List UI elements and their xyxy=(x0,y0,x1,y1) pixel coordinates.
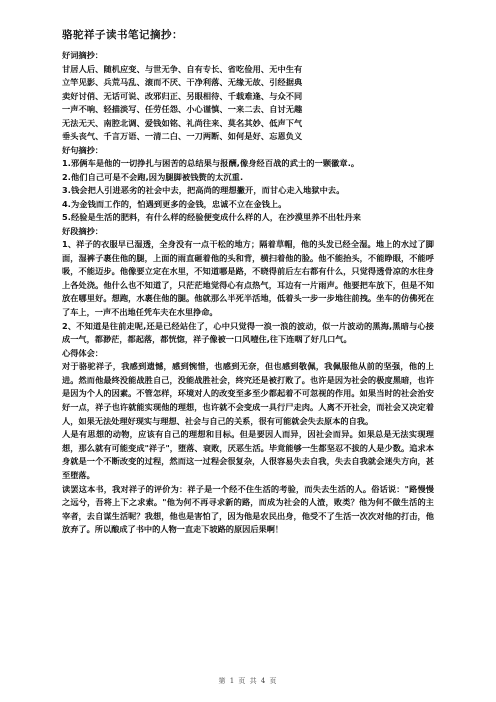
sentence-item: 4.为金钱而工作的，怕遇到更多的金钱，忠诚不立在金钱上。 xyxy=(62,198,287,209)
word-line: 无法无天、南腔北调、爱钱如铭、礼尚往来、莫名其妙、低声下气 xyxy=(62,117,303,128)
thought-paragraph: 读罢这本书，我对祥子的评价为：祥子是一个经不住生活的考验，而失去生活的人。俗话说："路慢慢之远兮，吾将上下之求索。"他为何不再寻求新的路，而成为社会的人渣，败类？他为何不做生活的主宰者，去自谋生活呢？我想，他也是害怕了，因为他是农民出身，他受不了生活一次次对他的打击，他放弃了。所以酿成了书中的人物一直走下坡路的原因后果啊！ xyxy=(62,483,434,535)
sentence-item: 3.钱会把人引进恶劣的社会中去，把高尚的理想撇开，而甘心走入地狱中去。 xyxy=(62,185,345,195)
thoughts-section-label: 心得体会： xyxy=(62,347,103,358)
thought-paragraph: 人是有思想的动物，应该有自己的理想和目标。但是要因人而异，因社会而异。如果总是无法实现理想，那么就有可能变成"祥子"，堕落、衰败，厌恶生活。毕竟能够一生都坚忍不拔的人是少数。追求本身就是一个不断改变的过程，然而这一过程会很复杂，人很容易失去自我，失去自我就会迷失方向，甚至堕落。 xyxy=(62,429,434,480)
excerpt-paragraph: 1、祥子的衣服早已湿透，全身没有一点干松的地方；隔着草帽，他的头发已经全湿。地上的水过了脚面，湿裤子裹住他的腿，上面的雨直砸着他的头和背，横扫着他的脸。他不能抬头，不能睁眼，不能呼吸，不能迈步。他像要立定在水里，不知道哪是路，不晓得前后左右都有什么，只觉得透骨凉的水往身上各处浇。他什么也不知道了，只茫茫地觉得心有点热气，耳边有一片雨声。他要把车放下，但是不知放在哪里好。想跑，水裹住他的腿。他就那么半死半活地，低着头一步一步地往前拽。坐车的仿佛死在了车上，一声不出地任凭车夫在水里挣命。 xyxy=(62,239,434,317)
word-line: 立竿见影、兵荒马乱、滚而不厌、干净利落、无缘无故、引经据典 xyxy=(62,77,303,87)
page-title: 骆驼祥子读书笔记摘抄： xyxy=(62,29,183,41)
sentence-item: 1.邪俩车是他的一切挣扎与困苦的总结果与报酬,像身经百战的武士的一颗徽章.。 xyxy=(62,158,360,168)
sentence-item: 2.他们自己可是不会跑,因为腿脚被钱赘的太沉重. xyxy=(62,171,244,182)
word-list xyxy=(62,63,434,144)
sentence-item: 5.经验是生活的肥料，有什么样的经验便变成什么样的人，在沙漠里养不出牡丹来 xyxy=(62,212,362,222)
sentences-section-label: 好句摘抄： xyxy=(62,144,103,155)
word-line: 甘居人后、随机应变、与世无争、自有专长、省吃俭用、无中生有 xyxy=(62,63,303,74)
thought-paragraph: 对于骆驼祥子，我感到遗憾，感到惋惜，也感到无奈，但也感到敬佩，我佩服他从前的坚强，他的上进。然而他最终没能战胜自己，没能战胜社会，终究还是被打败了。也许是因为社会的极度黑暗，也许是因为个人的因素。不管怎样，环境对人的改变至多至少都起着不可忽视的作用。如果当时的社会治安好一点，祥子也许就能实现他的理想，也许就不会变成一具行尸走肉。人离不开社会，而社会又决定着人，如果无法处理好现实与理想、社会与自己的关系，很有可能就会失去原本的自我。 xyxy=(62,361,434,426)
words-section-label: 好词摘抄： xyxy=(62,50,103,60)
page-footer: 第 1 页 共 4 页 xyxy=(218,677,278,685)
excerpt-paragraph: 2、不知道是往前走呢,还是已经站住了，心中只觉得一浪一浪的波动，似一片波动的黑海,黑暗与心接成一气，都渺茫，都起落，都恍惚，祥子像被一口风噎住,往下连咽了好几口气。 xyxy=(62,320,434,345)
word-line: 卖好讨俏、无话可说、改邪归正、另眼相待、千载难逢、与众不同 xyxy=(62,90,303,101)
sentence-list xyxy=(62,157,434,225)
paragraphs-section-label: 好段摘抄： xyxy=(62,225,103,236)
word-line: 一声不响、轻描淡写、任劳任怨、小心谨慎、一来二去、自讨无趣 xyxy=(62,104,303,114)
word-line: 垂头丧气、千言万语、一清二白、一刀两断、如何是好、忘恩负义 xyxy=(62,131,303,141)
document-page xyxy=(62,28,434,537)
